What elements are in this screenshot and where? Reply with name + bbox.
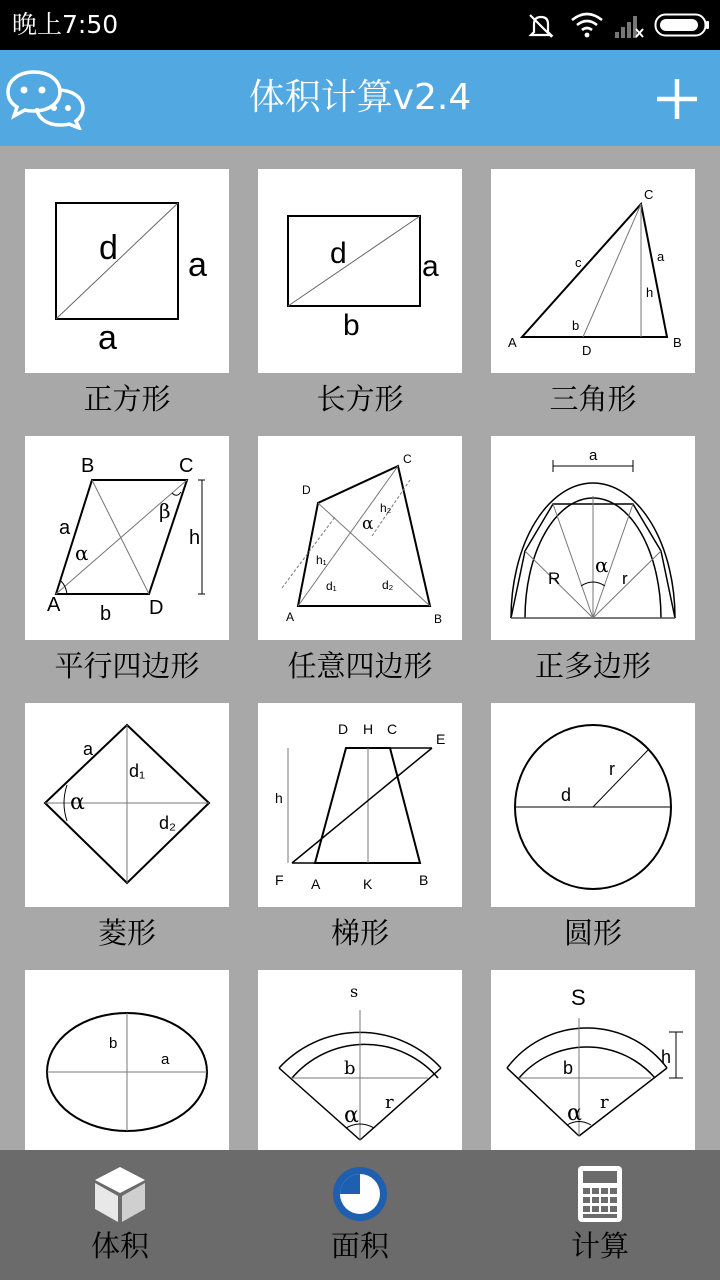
svg-text:S: S xyxy=(571,985,586,1010)
svg-text:C: C xyxy=(644,187,654,202)
parallelogram-diagram-icon xyxy=(25,436,229,640)
svg-text:s: s xyxy=(350,982,359,1001)
svg-text:A: A xyxy=(47,594,61,616)
regular-polygon-diagram-icon xyxy=(491,436,695,640)
shape-card[interactable] xyxy=(25,703,229,907)
svg-text:D: D xyxy=(302,483,311,497)
svg-text:c: c xyxy=(575,255,582,270)
shape-label: 梯形 xyxy=(330,916,389,950)
chat-bubbles-icon[interactable] xyxy=(6,68,86,130)
shape-label: 菱形 xyxy=(97,916,156,950)
svg-text:d: d xyxy=(561,785,572,805)
shape-item-regular-polygon[interactable] xyxy=(491,436,695,703)
shape-card[interactable] xyxy=(491,436,695,640)
svg-text:α: α xyxy=(362,514,374,534)
svg-text:α: α xyxy=(344,1103,359,1128)
shape-item-square[interactable] xyxy=(25,169,229,436)
svg-text:E: E xyxy=(436,731,446,747)
svg-text:a: a xyxy=(59,517,71,539)
svg-text:h: h xyxy=(661,1047,672,1067)
svg-text:d: d xyxy=(99,229,118,267)
battery-icon xyxy=(654,13,710,37)
svg-text:b: b xyxy=(343,309,360,342)
calculator-icon xyxy=(572,1164,628,1224)
shape-label: 平行四边形 xyxy=(54,649,200,683)
svg-text:d₁: d₁ xyxy=(326,579,337,593)
status-time: 晚上7:50 xyxy=(12,10,119,39)
svg-text:d: d xyxy=(330,237,347,270)
shape-item-quadrilateral[interactable] xyxy=(258,436,462,703)
shape-grid xyxy=(0,146,720,1150)
shape-item-parallelogram[interactable] xyxy=(25,436,229,703)
shape-item-sector-ring[interactable] xyxy=(258,970,462,1150)
shape-item-ellipse[interactable] xyxy=(25,970,229,1150)
svg-text:D: D xyxy=(338,721,349,737)
svg-text:C: C xyxy=(387,721,398,737)
svg-text:d₂: d₂ xyxy=(159,813,176,833)
rhombus-diagram-icon xyxy=(25,703,229,907)
svg-text:h₂: h₂ xyxy=(380,501,392,515)
svg-text:h: h xyxy=(189,527,201,549)
svg-text:b: b xyxy=(344,1058,356,1079)
svg-text:b: b xyxy=(572,318,580,333)
trapezoid-diagram-icon xyxy=(258,703,462,907)
svg-text:α: α xyxy=(567,1101,582,1126)
svg-text:H: H xyxy=(363,721,374,737)
shape-item-rectangle[interactable] xyxy=(258,169,462,436)
shape-card[interactable] xyxy=(258,169,462,373)
shape-label: 正多边形 xyxy=(534,649,651,683)
svg-text:B: B xyxy=(434,612,443,626)
shape-card[interactable] xyxy=(258,970,462,1150)
svg-text:A: A xyxy=(508,335,517,350)
shape-item-sector-ring-height[interactable] xyxy=(491,970,695,1150)
svg-text:a: a xyxy=(657,249,665,264)
shape-item-trapezoid[interactable] xyxy=(258,703,462,970)
svg-text:r: r xyxy=(609,759,615,779)
shape-item-triangle[interactable] xyxy=(491,169,695,436)
svg-text:β: β xyxy=(159,499,171,523)
svg-text:d₂: d₂ xyxy=(382,578,394,592)
shape-card[interactable] xyxy=(25,970,229,1150)
svg-text:α: α xyxy=(70,790,85,815)
shape-card[interactable] xyxy=(258,436,462,640)
svg-text:A: A xyxy=(286,610,295,624)
svg-text:B: B xyxy=(673,335,682,350)
shape-card[interactable] xyxy=(491,703,695,907)
signal-icon xyxy=(614,14,644,38)
svg-text:h₁: h₁ xyxy=(316,553,327,567)
shape-label: 三角形 xyxy=(549,382,637,416)
svg-text:A: A xyxy=(311,876,321,892)
svg-text:α: α xyxy=(595,553,609,577)
shape-label: 圆形 xyxy=(563,916,622,950)
svg-text:a: a xyxy=(161,1051,170,1068)
circle-diagram-icon xyxy=(491,703,695,907)
nav-label: 体积 xyxy=(90,1229,149,1263)
nav-item-area[interactable] xyxy=(240,1150,480,1280)
shape-card[interactable] xyxy=(491,169,695,373)
triangle-diagram-icon xyxy=(491,169,695,373)
shape-label: 任意四边形 xyxy=(287,649,433,683)
nav-item-calculate[interactable] xyxy=(480,1150,720,1280)
shape-item-circle[interactable] xyxy=(491,703,695,970)
nav-label: 计算 xyxy=(570,1229,629,1263)
svg-text:r: r xyxy=(622,569,628,588)
plus-icon[interactable] xyxy=(656,78,698,120)
rectangle-diagram-icon xyxy=(258,169,462,373)
svg-text:d₁: d₁ xyxy=(129,761,146,781)
svg-text:D: D xyxy=(582,343,592,358)
svg-text:a: a xyxy=(98,319,117,357)
nav-item-volume[interactable] xyxy=(0,1150,240,1280)
svg-text:C: C xyxy=(403,452,412,466)
svg-text:F: F xyxy=(275,872,284,888)
shape-card[interactable] xyxy=(491,970,695,1150)
pie-icon xyxy=(332,1164,388,1224)
sector-ring-diagram-icon xyxy=(258,970,462,1150)
svg-text:b: b xyxy=(100,603,112,625)
svg-text:C: C xyxy=(179,455,194,477)
shape-card[interactable] xyxy=(25,436,229,640)
cube-icon xyxy=(92,1164,148,1224)
svg-text:α: α xyxy=(75,541,89,565)
shape-label: 长方形 xyxy=(316,382,404,416)
bottom-nav xyxy=(0,1150,720,1280)
svg-text:R: R xyxy=(548,569,561,588)
svg-text:h: h xyxy=(275,790,283,806)
shape-item-rhombus[interactable] xyxy=(25,703,229,970)
square-diagram-icon xyxy=(25,169,229,373)
shape-card[interactable] xyxy=(25,169,229,373)
svg-text:a: a xyxy=(83,739,94,759)
mute-icon xyxy=(526,11,556,41)
svg-text:K: K xyxy=(363,876,373,892)
svg-text:h: h xyxy=(646,285,654,300)
shape-card[interactable] xyxy=(258,703,462,907)
svg-text:r: r xyxy=(385,1092,394,1113)
svg-text:a: a xyxy=(188,246,207,284)
svg-text:b: b xyxy=(563,1058,574,1078)
svg-text:a: a xyxy=(589,447,598,464)
svg-text:r: r xyxy=(600,1092,609,1113)
svg-text:a: a xyxy=(422,250,439,283)
nav-label: 面积 xyxy=(330,1229,389,1263)
app-title: 体积计算v2.4 xyxy=(248,77,472,118)
svg-text:B: B xyxy=(81,455,95,477)
svg-text:B: B xyxy=(419,872,429,888)
status-bar xyxy=(0,0,720,50)
ellipse-diagram-icon xyxy=(25,970,229,1150)
app-bar xyxy=(0,50,720,146)
quadrilateral-diagram-icon xyxy=(258,436,462,640)
svg-text:b: b xyxy=(109,1035,118,1052)
sector-ring-height-diagram-icon xyxy=(491,970,695,1150)
svg-text:D: D xyxy=(149,597,164,619)
shape-label: 正方形 xyxy=(83,382,171,416)
wifi-icon xyxy=(570,12,604,38)
